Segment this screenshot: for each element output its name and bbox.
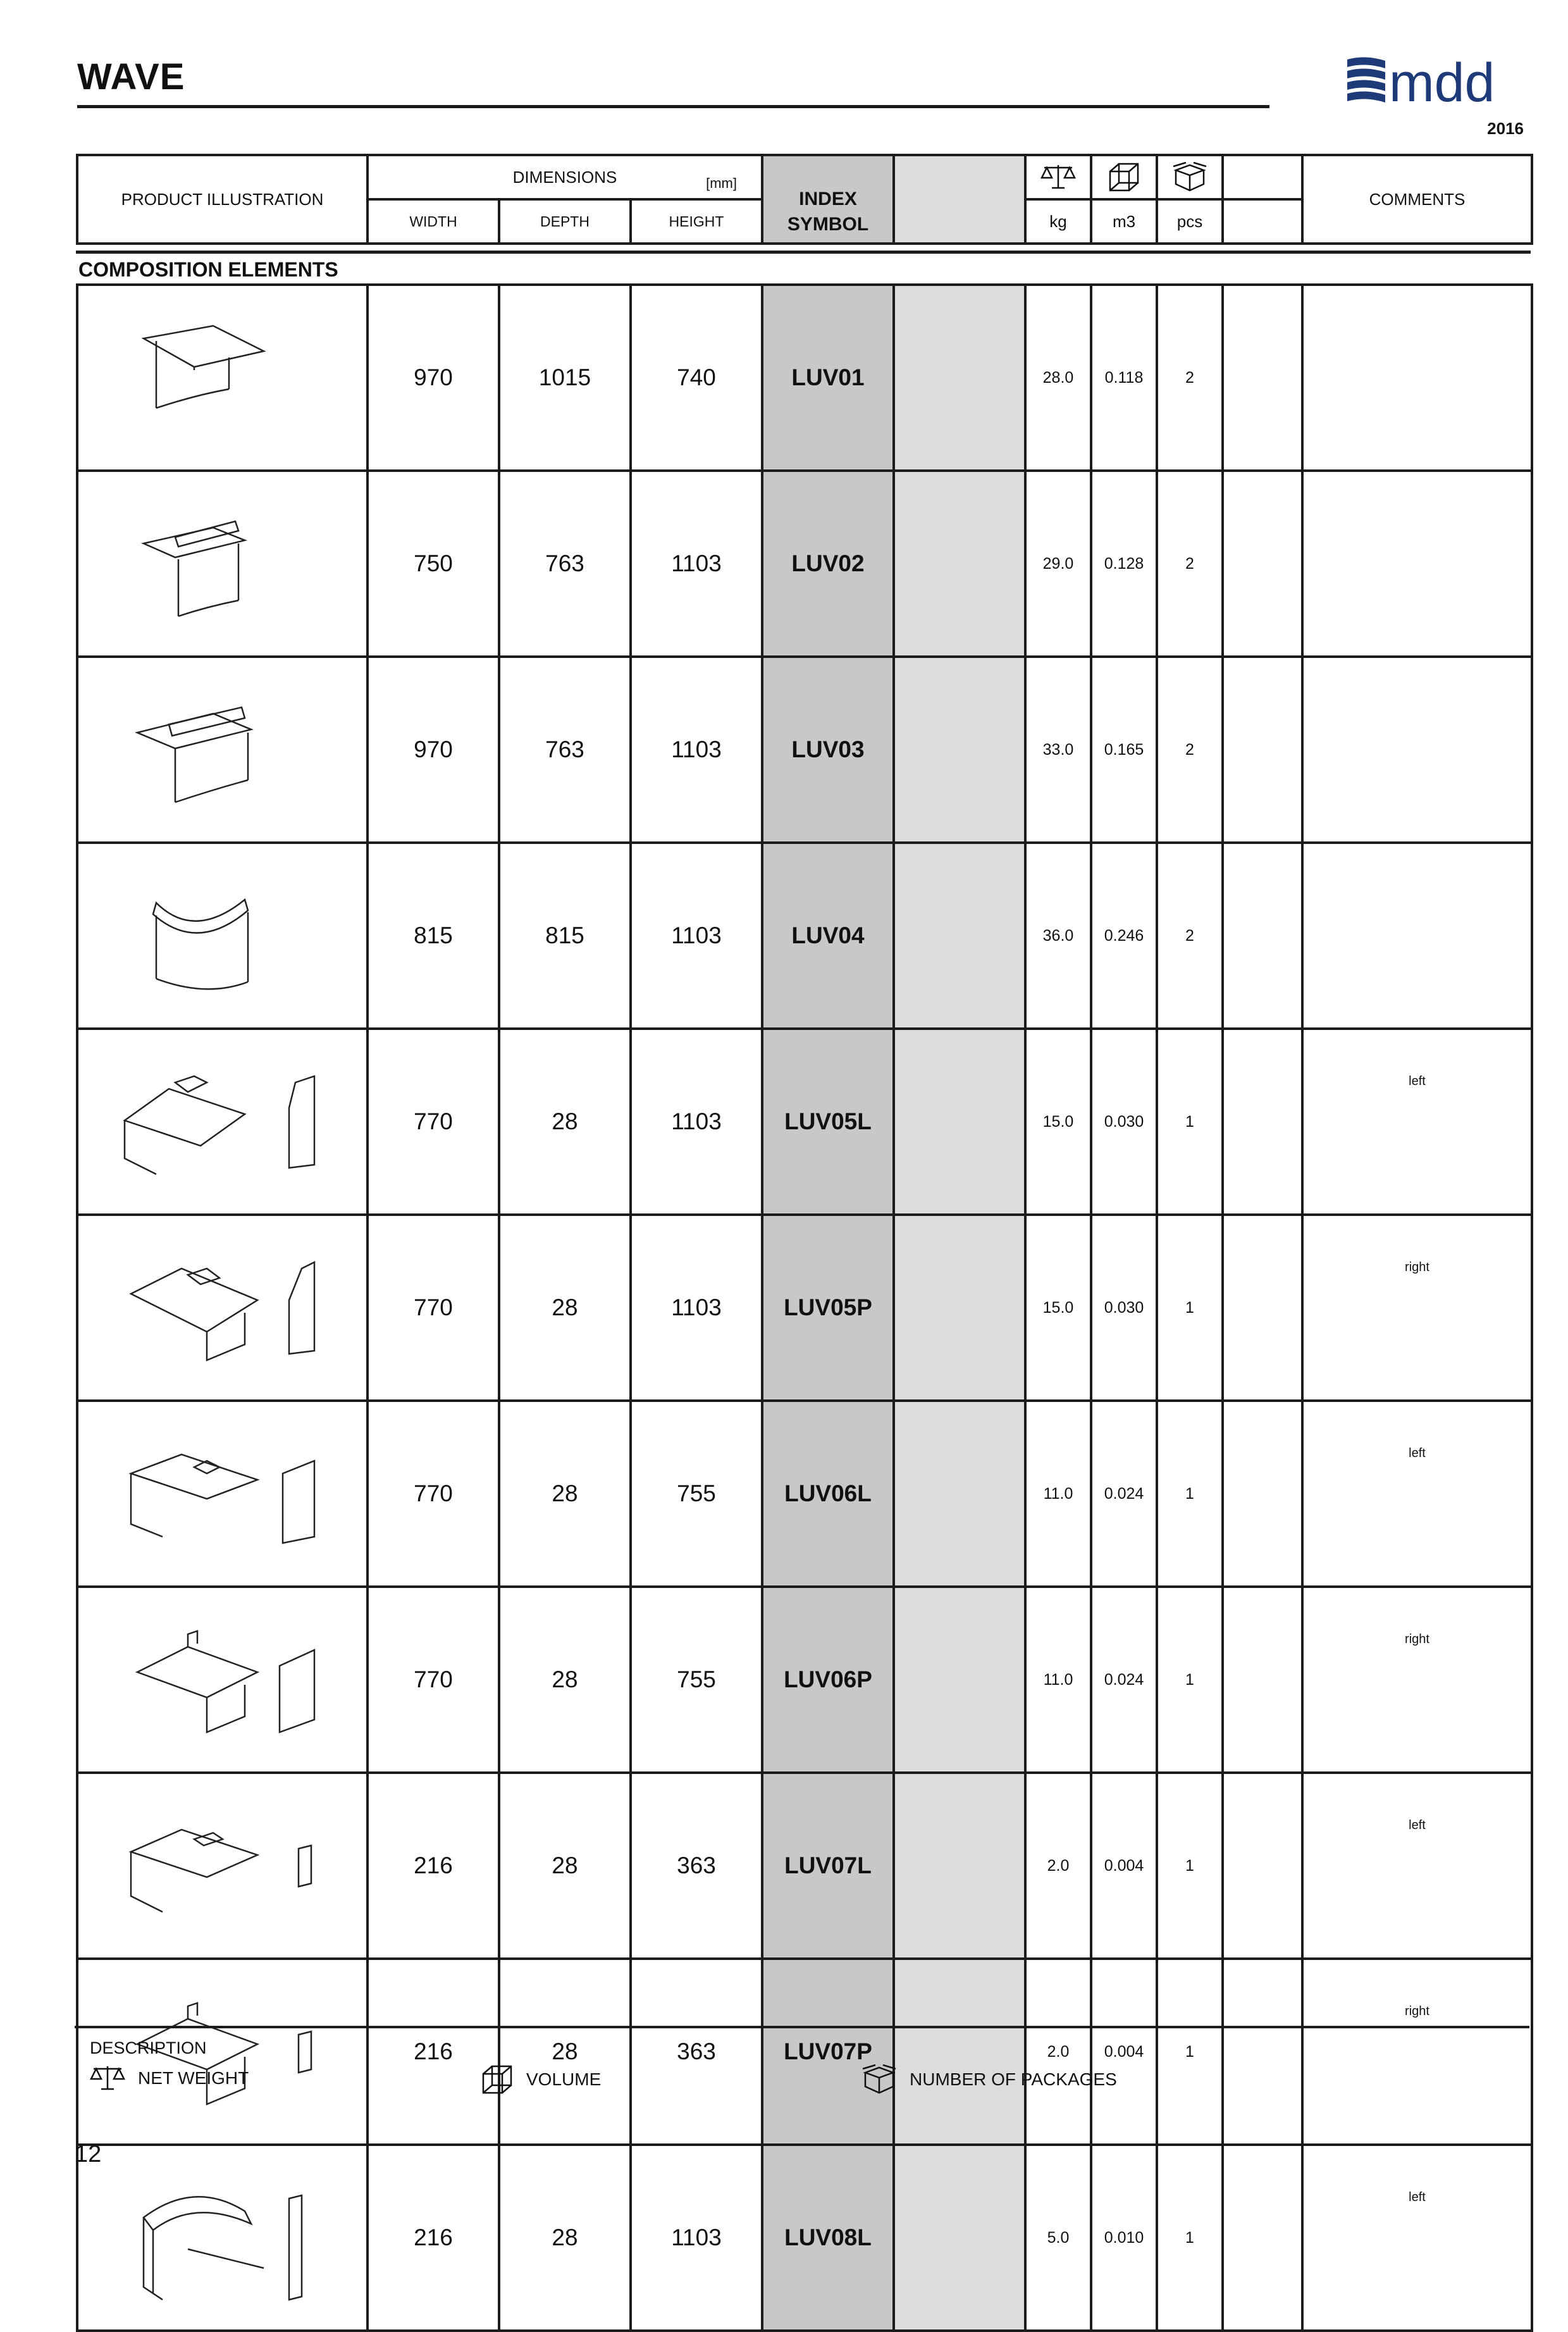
volume-label: VOLUME bbox=[526, 2069, 602, 2089]
comment-cell: right bbox=[1302, 1587, 1532, 1773]
header-depth: DEPTH bbox=[499, 199, 631, 244]
symbol-label: SYMBOL bbox=[787, 214, 869, 235]
header-empty-2 bbox=[1223, 199, 1302, 244]
symbol-cell bbox=[894, 285, 1025, 471]
legend-volume bbox=[481, 2064, 601, 2095]
symbol-cell bbox=[894, 1959, 1025, 2145]
extra-cell bbox=[1223, 2145, 1302, 2331]
product-drawing bbox=[118, 1243, 327, 1373]
width-cell: 815 bbox=[367, 843, 499, 1029]
m3-cell: 0.128 bbox=[1091, 471, 1157, 657]
depth-cell: 763 bbox=[499, 657, 631, 843]
comment-cell bbox=[1302, 657, 1532, 843]
index-cell: LUV07L bbox=[762, 1773, 894, 1959]
product-illustration bbox=[77, 285, 367, 471]
pcs-cell: 1 bbox=[1157, 2145, 1223, 2331]
page-title: WAVE bbox=[77, 56, 185, 97]
index-label: INDEX bbox=[799, 189, 857, 209]
kg-cell: 15.0 bbox=[1025, 1215, 1091, 1401]
depth-cell: 28 bbox=[499, 2145, 631, 2331]
product-drawing bbox=[118, 1057, 327, 1187]
product-drawing bbox=[118, 1801, 327, 1931]
pcs-cell: 2 bbox=[1157, 471, 1223, 657]
height-cell: 1103 bbox=[631, 843, 762, 1029]
footer-description: DESCRIPTION bbox=[90, 2038, 207, 2057]
extra-cell bbox=[1223, 471, 1302, 657]
product-drawing bbox=[118, 1429, 327, 1559]
header-empty bbox=[1223, 155, 1302, 199]
product-illustration bbox=[77, 657, 367, 843]
header-m3: m3 bbox=[1091, 199, 1157, 244]
items-table bbox=[76, 283, 1533, 2332]
legend-net-weight bbox=[90, 2064, 249, 2093]
depth-cell: 763 bbox=[499, 471, 631, 657]
pcs-cell: 1 bbox=[1157, 1773, 1223, 1959]
index-cell: LUV01 bbox=[762, 285, 894, 471]
depth-cell: 28 bbox=[499, 1029, 631, 1215]
m3-cell: 0.004 bbox=[1091, 1773, 1157, 1959]
header-pcs: pcs bbox=[1157, 199, 1223, 244]
page-number: 12 bbox=[75, 2141, 102, 2168]
width-cell: 770 bbox=[367, 1401, 499, 1587]
symbol-cell bbox=[894, 1215, 1025, 1401]
extra-cell bbox=[1223, 657, 1302, 843]
scale-icon bbox=[90, 2064, 125, 2093]
kg-cell: 28.0 bbox=[1025, 285, 1091, 471]
product-illustration bbox=[77, 1029, 367, 1215]
comment-cell: left bbox=[1302, 1773, 1532, 1959]
header-symbol-swatch bbox=[894, 155, 1025, 244]
product-illustration bbox=[77, 2145, 367, 2331]
pcs-cell: 2 bbox=[1157, 843, 1223, 1029]
m3-cell: 0.030 bbox=[1091, 1215, 1157, 1401]
index-cell: LUV04 bbox=[762, 843, 894, 1029]
m3-cell: 0.024 bbox=[1091, 1401, 1157, 1587]
product-drawing bbox=[118, 685, 327, 815]
extra-cell bbox=[1223, 1029, 1302, 1215]
kg-cell: 36.0 bbox=[1025, 843, 1091, 1029]
unit-label: [mm] bbox=[706, 175, 737, 191]
pcs-cell: 2 bbox=[1157, 657, 1223, 843]
catalog-year: 2016 bbox=[1487, 119, 1524, 138]
table-row bbox=[77, 1959, 1532, 2145]
packages-label: NUMBER OF PACKAGES bbox=[910, 2069, 1117, 2089]
header-height: HEIGHT bbox=[631, 199, 762, 244]
product-drawing bbox=[118, 871, 327, 1001]
pcs-cell: 1 bbox=[1157, 1587, 1223, 1773]
header-index-symbol bbox=[762, 155, 894, 244]
kg-cell: 15.0 bbox=[1025, 1029, 1091, 1215]
pcs-cell: 1 bbox=[1157, 1215, 1223, 1401]
height-cell: 755 bbox=[631, 1587, 762, 1773]
comment-cell bbox=[1302, 843, 1532, 1029]
height-cell: 1103 bbox=[631, 657, 762, 843]
scale-icon bbox=[1040, 163, 1076, 192]
header-table bbox=[76, 154, 1533, 245]
product-drawing bbox=[118, 1615, 327, 1745]
index-cell: LUV05P bbox=[762, 1215, 894, 1401]
m3-cell: 0.004 bbox=[1091, 1959, 1157, 2145]
symbol-cell bbox=[894, 1029, 1025, 1215]
table-row bbox=[77, 285, 1532, 471]
product-drawing bbox=[118, 2173, 327, 2303]
product-illustration bbox=[77, 471, 367, 657]
net-weight-label: NET WEIGHT bbox=[138, 2068, 249, 2088]
height-cell: 363 bbox=[631, 1773, 762, 1959]
height-cell: 363 bbox=[631, 1959, 762, 2145]
package-icon bbox=[1172, 161, 1207, 193]
header-dimensions bbox=[367, 155, 762, 199]
kg-cell: 2.0 bbox=[1025, 1959, 1091, 2145]
width-cell: 770 bbox=[367, 1215, 499, 1401]
table-row bbox=[77, 657, 1532, 843]
table-row bbox=[77, 1215, 1532, 1401]
height-cell: 1103 bbox=[631, 471, 762, 657]
product-drawing bbox=[118, 313, 327, 443]
kg-cell: 11.0 bbox=[1025, 1587, 1091, 1773]
comment-cell: left bbox=[1302, 1029, 1532, 1215]
product-illustration bbox=[77, 1215, 367, 1401]
header-comments: COMMENTS bbox=[1302, 155, 1532, 244]
width-cell: 770 bbox=[367, 1587, 499, 1773]
header-width: WIDTH bbox=[367, 199, 499, 244]
depth-cell: 1015 bbox=[499, 285, 631, 471]
comment-cell: right bbox=[1302, 1959, 1532, 2145]
kg-cell: 11.0 bbox=[1025, 1401, 1091, 1587]
comment-cell bbox=[1302, 285, 1532, 471]
m3-cell: 0.010 bbox=[1091, 2145, 1157, 2331]
width-cell: 970 bbox=[367, 657, 499, 843]
index-cell: LUV03 bbox=[762, 657, 894, 843]
height-cell: 1103 bbox=[631, 1029, 762, 1215]
symbol-cell bbox=[894, 1401, 1025, 1587]
comment-cell: left bbox=[1302, 2145, 1532, 2331]
section-title: COMPOSITION ELEMENTS bbox=[78, 258, 338, 281]
comment-cell: right bbox=[1302, 1215, 1532, 1401]
index-cell: LUV07P bbox=[762, 1959, 894, 2145]
extra-cell bbox=[1223, 285, 1302, 471]
height-cell: 1103 bbox=[631, 1215, 762, 1401]
width-cell: 216 bbox=[367, 1773, 499, 1959]
comment-cell bbox=[1302, 471, 1532, 657]
pcs-cell: 1 bbox=[1157, 1029, 1223, 1215]
mdd-logo bbox=[1346, 54, 1523, 113]
index-cell: LUV02 bbox=[762, 471, 894, 657]
m3-cell: 0.024 bbox=[1091, 1587, 1157, 1773]
header-product-illustration: PRODUCT ILLUSTRATION bbox=[77, 155, 367, 244]
symbol-cell bbox=[894, 657, 1025, 843]
height-cell: 1103 bbox=[631, 2145, 762, 2331]
legend-packages bbox=[861, 2064, 1117, 2095]
symbol-cell bbox=[894, 2145, 1025, 2331]
m3-cell: 0.118 bbox=[1091, 285, 1157, 471]
dimensions-label: DIMENSIONS bbox=[512, 167, 617, 187]
product-drawing bbox=[118, 499, 327, 629]
table-row bbox=[77, 843, 1532, 1029]
product-illustration bbox=[77, 1773, 367, 1959]
width-cell: 216 bbox=[367, 1959, 499, 2145]
symbol-cell bbox=[894, 1587, 1025, 1773]
depth-cell: 28 bbox=[499, 1773, 631, 1959]
pcs-cell: 2 bbox=[1157, 285, 1223, 471]
width-cell: 970 bbox=[367, 285, 499, 471]
width-cell: 750 bbox=[367, 471, 499, 657]
height-cell: 755 bbox=[631, 1401, 762, 1587]
m3-cell: 0.030 bbox=[1091, 1029, 1157, 1215]
kg-cell: 29.0 bbox=[1025, 471, 1091, 657]
brand-text: mdd bbox=[1389, 54, 1495, 113]
symbol-cell bbox=[894, 471, 1025, 657]
table-row bbox=[77, 1587, 1532, 1773]
extra-cell bbox=[1223, 1959, 1302, 2145]
depth-cell: 815 bbox=[499, 843, 631, 1029]
package-icon bbox=[861, 2064, 897, 2095]
product-illustration bbox=[77, 1587, 367, 1773]
pcs-cell: 1 bbox=[1157, 1401, 1223, 1587]
cube-icon bbox=[1108, 161, 1140, 193]
kg-cell: 2.0 bbox=[1025, 1773, 1091, 1959]
product-illustration bbox=[77, 1401, 367, 1587]
kg-cell: 33.0 bbox=[1025, 657, 1091, 843]
table-row bbox=[77, 1029, 1532, 1215]
header-weight-icon bbox=[1025, 155, 1091, 199]
cube-icon bbox=[481, 2064, 514, 2095]
comment-cell: left bbox=[1302, 1401, 1532, 1587]
extra-cell bbox=[1223, 1215, 1302, 1401]
extra-cell bbox=[1223, 843, 1302, 1029]
symbol-cell bbox=[894, 1773, 1025, 1959]
height-cell: 740 bbox=[631, 285, 762, 471]
extra-cell bbox=[1223, 1773, 1302, 1959]
index-cell: LUV06P bbox=[762, 1587, 894, 1773]
index-cell: LUV05L bbox=[762, 1029, 894, 1215]
header-volume-icon bbox=[1091, 155, 1157, 199]
index-cell: LUV08L bbox=[762, 2145, 894, 2331]
table-row bbox=[77, 2145, 1532, 2331]
m3-cell: 0.246 bbox=[1091, 843, 1157, 1029]
table-row bbox=[77, 471, 1532, 657]
width-cell: 216 bbox=[367, 2145, 499, 2331]
extra-cell bbox=[1223, 1401, 1302, 1587]
depth-cell: 28 bbox=[499, 1401, 631, 1587]
extra-cell bbox=[1223, 1587, 1302, 1773]
pcs-cell: 1 bbox=[1157, 1959, 1223, 2145]
depth-cell: 28 bbox=[499, 1959, 631, 2145]
depth-cell: 28 bbox=[499, 1215, 631, 1401]
header-packages-icon bbox=[1157, 155, 1223, 199]
kg-cell: 5.0 bbox=[1025, 2145, 1091, 2331]
header-divider bbox=[76, 251, 1531, 254]
header-kg: kg bbox=[1025, 199, 1091, 244]
symbol-cell bbox=[894, 843, 1025, 1029]
depth-cell: 28 bbox=[499, 1587, 631, 1773]
width-cell: 770 bbox=[367, 1029, 499, 1215]
product-illustration bbox=[77, 843, 367, 1029]
table-row bbox=[77, 1401, 1532, 1587]
index-cell: LUV06L bbox=[762, 1401, 894, 1587]
footer-rule bbox=[75, 2026, 1529, 2028]
m3-cell: 0.165 bbox=[1091, 657, 1157, 843]
title-rule bbox=[77, 105, 1269, 108]
table-row bbox=[77, 1773, 1532, 1959]
